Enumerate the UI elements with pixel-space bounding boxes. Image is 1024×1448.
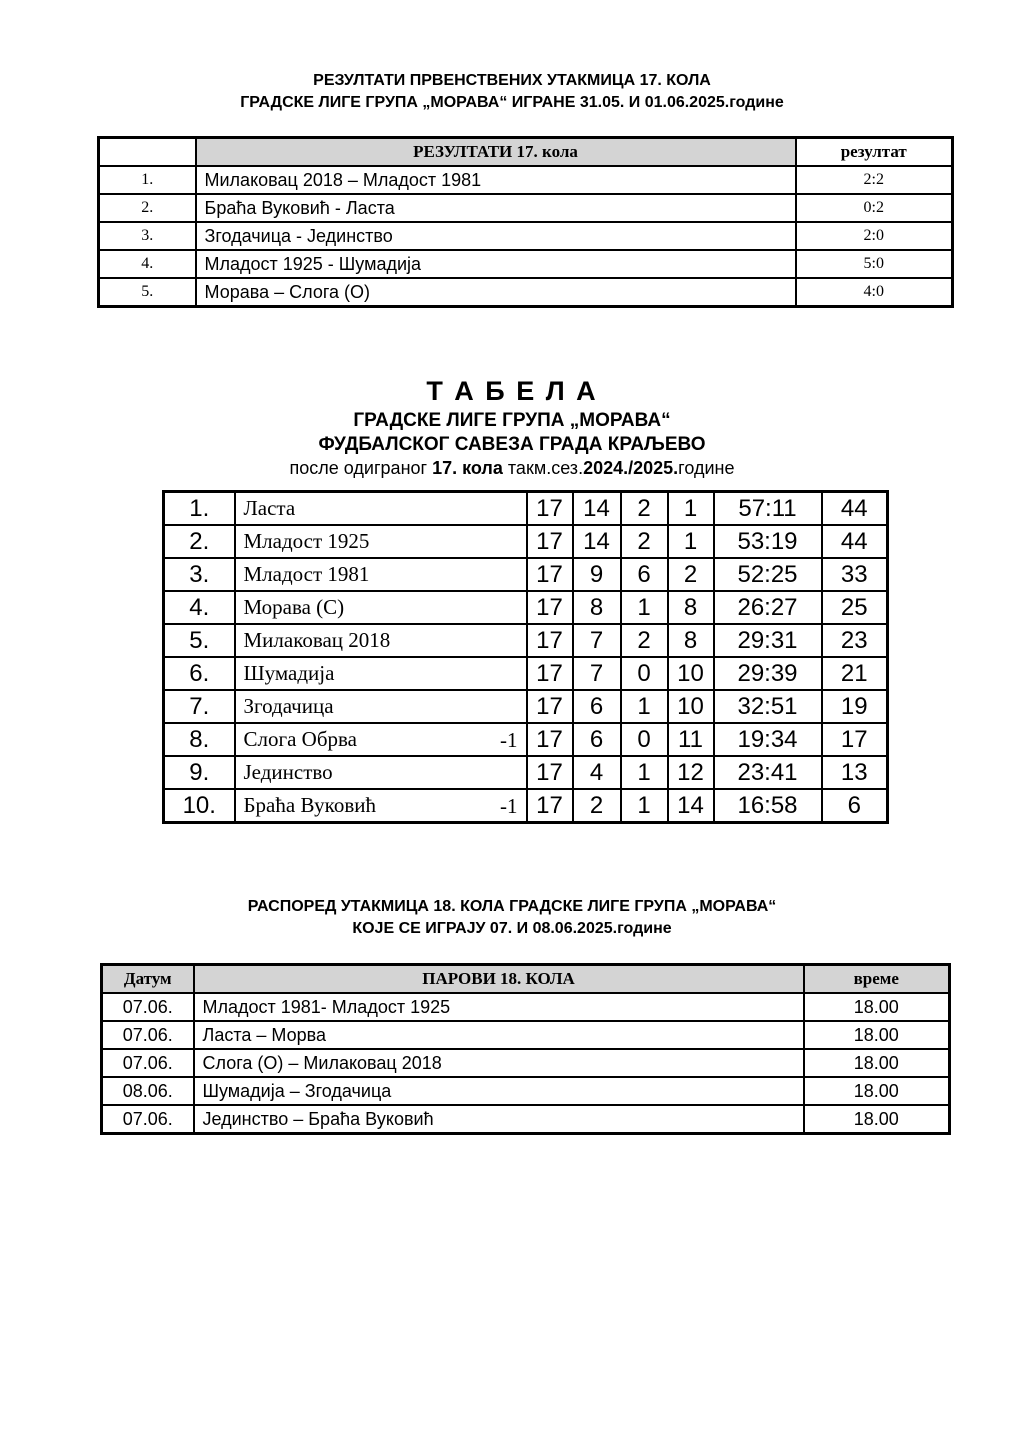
schedule-pair: Шумадија – Згодачица <box>194 1077 804 1105</box>
standings-points: 23 <box>822 624 888 657</box>
standings-won: 7 <box>573 657 621 690</box>
standings-lost: 12 <box>668 756 714 789</box>
standings-drawn: 0 <box>621 723 668 756</box>
table-row <box>99 250 953 278</box>
results-header-row <box>99 138 953 167</box>
standings-lost: 14 <box>668 789 714 823</box>
standings-team <box>235 492 527 526</box>
standings-pos: 6. <box>164 657 235 690</box>
schedule-date: 08.06. <box>102 1077 194 1105</box>
standings-won: 7 <box>573 624 621 657</box>
result-score: 0:2 <box>796 194 953 222</box>
standings-subtitle3 <box>0 458 1024 479</box>
table-row <box>102 993 950 1021</box>
standings-drawn: 2 <box>621 492 668 526</box>
standings-won: 4 <box>573 756 621 789</box>
standings-points: 19 <box>822 690 888 723</box>
standings-team-name: Милаковац 2018 <box>243 628 391 652</box>
result-match: Морава – Слога (О) <box>196 278 796 307</box>
table-row <box>164 723 888 756</box>
result-match: Милаковац 2018 – Младост 1981 <box>196 166 796 194</box>
table-row <box>164 789 888 823</box>
standings-played: 17 <box>527 591 573 624</box>
schedule-date: 07.06. <box>102 1049 194 1077</box>
schedule-time: 18.00 <box>804 1077 950 1105</box>
table-row <box>102 1049 950 1077</box>
standings-team <box>235 789 527 823</box>
results-title-line2: ГРАДСКЕ ЛИГЕ ГРУПА „МОРАВА“ ИГРАНЕ 31.05. И 01.06.2025.године <box>240 94 784 111</box>
standings-won: 2 <box>573 789 621 823</box>
standings-pos: 2. <box>164 525 235 558</box>
standings-team-name: Ласта <box>243 496 296 520</box>
standings-lost: 10 <box>668 690 714 723</box>
standings-played: 17 <box>527 624 573 657</box>
schedule-time: 18.00 <box>804 1021 950 1049</box>
standings-points: 13 <box>822 756 888 789</box>
result-score: 5:0 <box>796 250 953 278</box>
standings-played: 17 <box>527 690 573 723</box>
standings-drawn: 2 <box>621 525 668 558</box>
table-row <box>164 591 888 624</box>
schedule-time: 18.00 <box>804 1049 950 1077</box>
standings-drawn: 0 <box>621 657 668 690</box>
standings-goals: 52:25 <box>714 558 822 591</box>
standings-goals: 57:11 <box>714 492 822 526</box>
standings-played: 17 <box>527 789 573 823</box>
table-row <box>99 166 953 194</box>
standings-points: 44 <box>822 492 888 526</box>
table-row <box>164 756 888 789</box>
standings-pos: 3. <box>164 558 235 591</box>
standings-team <box>235 723 527 756</box>
standings-won: 14 <box>573 525 621 558</box>
standings-pos: 5. <box>164 624 235 657</box>
standings-points: 17 <box>822 723 888 756</box>
standings-played: 17 <box>527 525 573 558</box>
schedule-header-time: време <box>804 965 950 994</box>
standings-goals: 32:51 <box>714 690 822 723</box>
result-score: 2:2 <box>796 166 953 194</box>
table-row <box>164 624 888 657</box>
result-match: Згодачица - Јединство <box>196 222 796 250</box>
table-row <box>102 1077 950 1105</box>
standings-drawn: 2 <box>621 624 668 657</box>
schedule-table <box>100 963 951 1135</box>
standings-points: 33 <box>822 558 888 591</box>
schedule-pair: Младост 1981- Младост 1925 <box>194 993 804 1021</box>
result-num: 5. <box>99 278 196 307</box>
standings-goals: 53:19 <box>714 525 822 558</box>
schedule-pair: Ласта – Морва <box>194 1021 804 1049</box>
table-row <box>102 1105 950 1134</box>
table-row <box>164 525 888 558</box>
standings-subtitle3-a: после одиграног <box>289 458 433 478</box>
schedule-pair: Слога (О) – Милаковац 2018 <box>194 1049 804 1077</box>
standings-won: 9 <box>573 558 621 591</box>
schedule-date: 07.06. <box>102 1021 194 1049</box>
standings-won: 6 <box>573 690 621 723</box>
standings-team-name: Слога Обрва <box>243 727 357 751</box>
schedule-header-row <box>102 965 950 994</box>
standings-points: 44 <box>822 525 888 558</box>
standings-title: Т А Б Е Л А <box>426 376 598 406</box>
schedule-header-date: Датум <box>102 965 194 994</box>
standings-pos: 8. <box>164 723 235 756</box>
table-row <box>164 690 888 723</box>
standings-team <box>235 690 527 723</box>
standings-pos: 4. <box>164 591 235 624</box>
standings-played: 17 <box>527 723 573 756</box>
standings-team-name: Браћа Вуковић <box>243 793 376 817</box>
standings-lost: 10 <box>668 657 714 690</box>
schedule-title-line2: КОЈЕ СЕ ИГРАЈУ 07. И 08.06.2025.године <box>352 920 672 937</box>
standings-pos: 1. <box>164 492 235 526</box>
standings-subtitle3-e: године <box>678 458 735 478</box>
results-header-num <box>99 138 196 167</box>
standings-subtitle3-c: такм.сез. <box>502 458 584 478</box>
standings-pos: 9. <box>164 756 235 789</box>
standings-goals: 29:31 <box>714 624 822 657</box>
schedule-date: 07.06. <box>102 993 194 1021</box>
standings-drawn: 1 <box>621 789 668 823</box>
standings-lost: 1 <box>668 492 714 526</box>
standings-points: 6 <box>822 789 888 823</box>
standings-lost: 1 <box>668 525 714 558</box>
standings-team-name: Младост 1981 <box>243 562 370 586</box>
standings-lost: 2 <box>668 558 714 591</box>
standings-subtitle3-b: 17. кола <box>432 458 503 478</box>
schedule-pair: Јединство – Браћа Вуковић <box>194 1105 804 1134</box>
schedule-title-line1: РАСПОРЕД УТАКМИЦА 18. КОЛА ГРАДСКЕ ЛИГЕ ГРУПА „МОРАВА“ <box>247 898 777 915</box>
standings-played: 17 <box>527 657 573 690</box>
schedule-time: 18.00 <box>804 1105 950 1134</box>
standings-won: 14 <box>573 492 621 526</box>
standings-lost: 8 <box>668 624 714 657</box>
table-row <box>164 657 888 690</box>
table-row <box>102 1021 950 1049</box>
schedule-time: 18.00 <box>804 993 950 1021</box>
result-match: Младост 1925 - Шумадија <box>196 250 796 278</box>
standings-team-name: Шумадија <box>243 661 335 685</box>
standings-subtitle2: ФУДБАЛСКОГ САВЕЗА ГРАДА КРАЉЕВО <box>318 434 706 455</box>
table-row <box>164 558 888 591</box>
table-row <box>164 492 888 526</box>
standings-team <box>235 525 527 558</box>
standings-subtitle1: ГРАДСКЕ ЛИГЕ ГРУПА „МОРАВА“ <box>353 410 671 431</box>
schedule-header-pairs: ПАРОВИ 18. КОЛА <box>194 965 804 994</box>
standings-pos: 10. <box>164 789 235 823</box>
standings-team-name: Згодачица <box>243 694 334 718</box>
standings-played: 17 <box>527 492 573 526</box>
standings-team-name: Морава (С) <box>243 595 345 619</box>
standings-team <box>235 657 527 690</box>
standings-drawn: 1 <box>621 591 668 624</box>
standings-goals: 29:39 <box>714 657 822 690</box>
standings-played: 17 <box>527 558 573 591</box>
result-num: 4. <box>99 250 196 278</box>
standings-goals: 23:41 <box>714 756 822 789</box>
table-row <box>99 278 953 307</box>
standings-lost: 11 <box>668 723 714 756</box>
standings-goals: 26:27 <box>714 591 822 624</box>
standings-goals: 19:34 <box>714 723 822 756</box>
schedule-date: 07.06. <box>102 1105 194 1134</box>
standings-won: 8 <box>573 591 621 624</box>
standings-table <box>162 490 889 824</box>
results-header-matches: РЕЗУЛТАТИ 17. кола <box>196 138 796 167</box>
results-table <box>97 136 954 308</box>
standings-team <box>235 624 527 657</box>
standings-pos: 7. <box>164 690 235 723</box>
result-num: 1. <box>99 166 196 194</box>
standings-subtitle3-d: 2024./2025. <box>583 458 679 478</box>
standings-penalty: -1 <box>500 794 518 818</box>
standings-lost: 8 <box>668 591 714 624</box>
standings-points: 25 <box>822 591 888 624</box>
result-score: 2:0 <box>796 222 953 250</box>
standings-points: 21 <box>822 657 888 690</box>
standings-won: 6 <box>573 723 621 756</box>
result-num: 3. <box>99 222 196 250</box>
standings-penalty: -1 <box>500 728 518 752</box>
standings-drawn: 1 <box>621 690 668 723</box>
standings-goals: 16:58 <box>714 789 822 823</box>
standings-played: 17 <box>527 756 573 789</box>
standings-team <box>235 558 527 591</box>
standings-drawn: 6 <box>621 558 668 591</box>
standings-drawn: 1 <box>621 756 668 789</box>
results-header-result: резултат <box>796 138 953 167</box>
standings-team <box>235 591 527 624</box>
table-row <box>99 194 953 222</box>
table-row <box>99 222 953 250</box>
standings-team-name: Младост 1925 <box>243 529 370 553</box>
result-match: Браћа Вуковић - Ласта <box>196 194 796 222</box>
standings-team <box>235 756 527 789</box>
results-title-line1: РЕЗУЛТАТИ ПРВЕНСТВЕНИХ УТАКМИЦА 17. КОЛА <box>313 72 711 89</box>
standings-team-name: Јединство <box>243 760 333 784</box>
result-num: 2. <box>99 194 196 222</box>
result-score: 4:0 <box>796 278 953 307</box>
